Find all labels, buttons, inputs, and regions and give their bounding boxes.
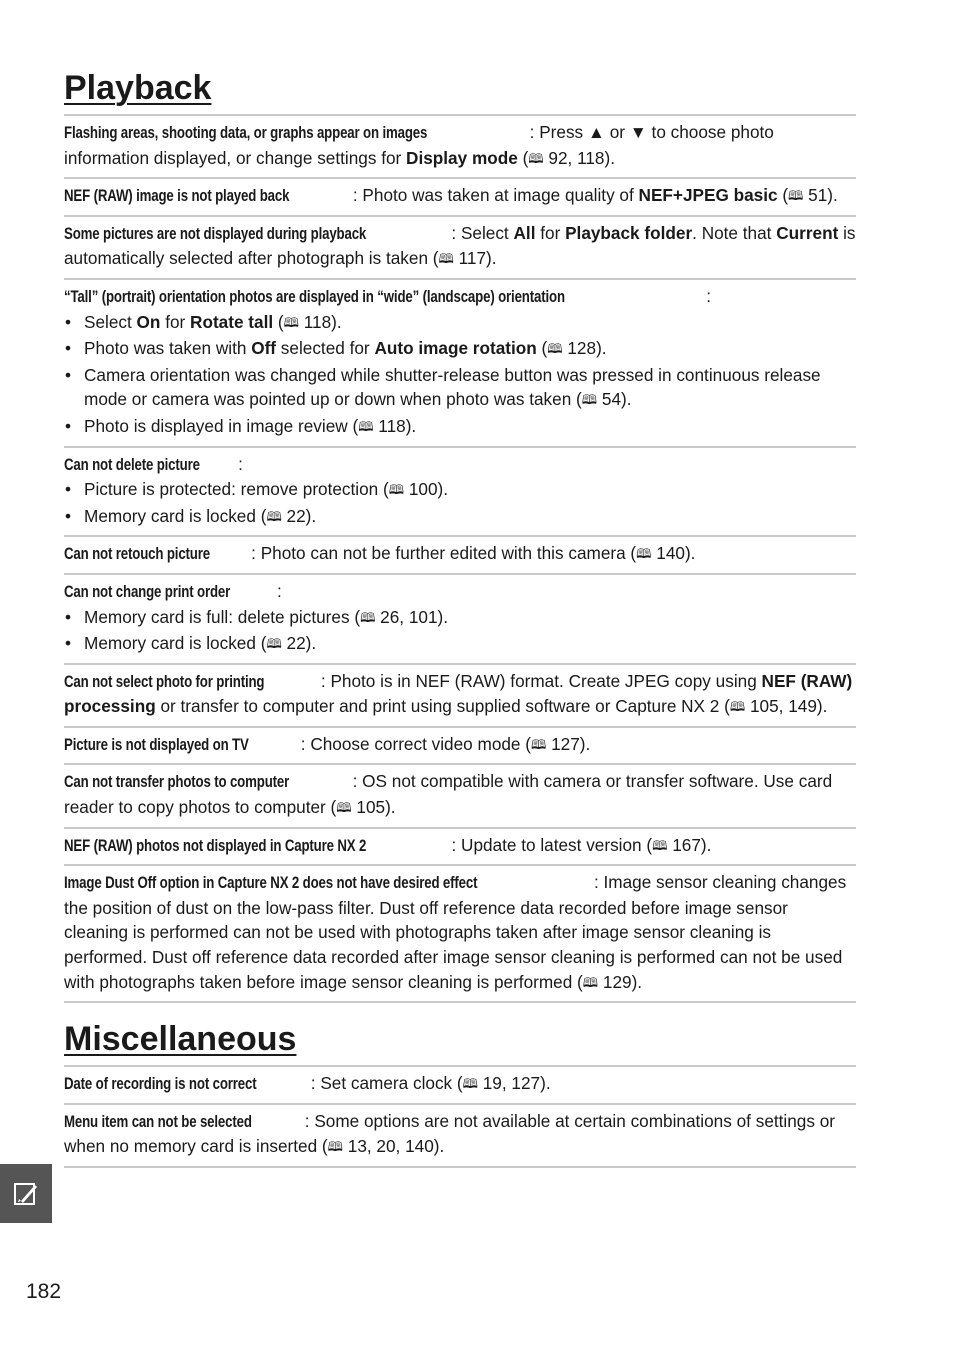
chapter-tab [0, 1164, 52, 1223]
entry-nef-capture-nx: NEF (RAW) photos not displayed in Capture NX 2 : Update to latest version (🕮 167). [64, 829, 856, 867]
entry-cannot-change-print-order: Can not change print order : • Memory card is full: delete pictures (🕮 26, 101). • Memory card is locked (🕮 22). [64, 575, 856, 665]
entry-cannot-select-printing: Can not select photo for printing : Photo is in NEF (RAW) format. Create JPEG copy using NEF (RAW) processing or transfer to computer and print using supplied software or Capture NX 2 (🕮 105, 149). [64, 665, 856, 728]
book-icon: 🕮 [327, 1140, 343, 1156]
book-icon: 🕮 [283, 315, 299, 331]
entry-cannot-transfer: Can not transfer photos to computer : OS not compatible with camera or transfer software. Use card reader to copy photos to computer (🕮 105). [64, 765, 856, 828]
entry-not-displayed-tv: Picture is not displayed on TV : Choose correct video mode (🕮 127). [64, 728, 856, 766]
entry-label: NEF (RAW) image is not played back [64, 186, 290, 206]
list-item: • Memory card is locked (🕮 22). [64, 504, 856, 531]
book-icon: 🕮 [582, 975, 599, 991]
entry-label: Image Dust Off option in Capture NX 2 does not have desired effect [64, 873, 478, 893]
section-title-miscellaneous: Miscellaneous [64, 1020, 297, 1059]
entry-label: Picture is not displayed on TV [64, 734, 249, 754]
book-icon: 🕮 [581, 393, 598, 409]
book-icon: 🕮 [438, 252, 454, 268]
book-icon: 🕮 [528, 151, 544, 167]
entry-cannot-delete: Can not delete picture : • Picture is protected: remove protection (🕮 100). • Memory card is locked (🕮 22). [64, 448, 856, 538]
list-item: • Camera orientation was changed while shutter-release button was pressed in continuous release mode or camera was pointed up or down when photo was taken (🕮 54). [64, 363, 856, 414]
page-content [64, 66, 856, 1168]
entry-label: Menu item can not be selected [64, 1111, 252, 1131]
section-title-playback: Playback [64, 69, 212, 107]
list-item: • Photo was taken with Off selected for Auto image rotation (🕮 128). [64, 336, 856, 363]
bullet-list [64, 477, 856, 530]
bullet-list [64, 605, 856, 658]
list-item: • Memory card is full: delete pictures (🕮 26, 101). [64, 605, 856, 632]
note-icon [13, 1181, 39, 1207]
book-icon: 🕮 [462, 1077, 478, 1093]
entry-label: Some pictures are not displayed during playback [64, 223, 367, 243]
entry-label: “Tall” (portrait) orientation photos are displayed in “wide” (landscape) orientation [64, 286, 565, 306]
book-icon: 🕮 [729, 700, 746, 716]
book-icon: 🕮 [652, 838, 668, 854]
entry-cannot-retouch: Can not retouch picture : Photo can not be further edited with this camera (🕮 140). [64, 537, 856, 575]
entry-flashing-areas: Flashing areas, shooting data, or graphs appear on images : Press ▲ or ▼ to choose photo information displayed, or change settings for Display mode (🕮 92, 118). [64, 116, 856, 179]
book-icon: 🕮 [531, 737, 547, 753]
entry-date-recording: Date of recording is not correct : Set camera clock (🕮 19, 127). [64, 1067, 856, 1105]
list-item: • Memory card is locked (🕮 22). [64, 631, 856, 658]
entry-label: Can not retouch picture [64, 544, 210, 564]
list-item: • Picture is protected: remove protection (🕮 100). [64, 477, 856, 504]
book-icon: 🕮 [636, 547, 652, 563]
bullet-list [64, 310, 856, 441]
book-icon: 🕮 [360, 610, 376, 626]
list-item: • Photo is displayed in image review (🕮 118). [64, 414, 856, 441]
book-icon: 🕮 [336, 801, 352, 817]
entry-dust-off: Image Dust Off option in Capture NX 2 does not have desired effect : Image sensor cleaning changes the position of dust on the low-pass filter. Dust off reference data recorded before image sensor cleaning is performed can not be used with photographs taken after image sensor cleaning is performed. Dust off reference data recorded after image sensor cleaning is performed can not be used with photographs taken before image sensor cleaning is performed (🕮 129). [64, 866, 856, 1003]
book-icon: 🕮 [358, 419, 374, 435]
entry-some-pictures: Some pictures are not displayed during playback : Select All for Playback folder. Note that Current is automatically selected after photograph is taken (🕮 117). [64, 217, 856, 280]
entry-label: NEF (RAW) photos not displayed in Capture NX 2 [64, 835, 367, 855]
page-number: 182 [26, 1280, 62, 1303]
entry-label: Can not transfer photos to computer [64, 772, 290, 792]
book-icon: 🕮 [547, 342, 563, 358]
entry-label: Date of recording is not correct [64, 1074, 257, 1094]
entry-label: Can not select photo for printing [64, 671, 265, 691]
list-item: • Select On for Rotate tall (🕮 118). [64, 310, 856, 337]
entry-label: Can not delete picture [64, 454, 200, 474]
entry-label: Flashing areas, shooting data, or graphs appear on images [64, 123, 428, 142]
entry-tall-orientation: “Tall” (portrait) orientation photos are displayed in “wide” (landscape) orientation : • Select On for Rotate tall (🕮 118). • Photo was taken with Off selected for Auto image rotation (🕮 128). • Camera orientation was changed while shutter-release button was pressed in continuous release mode or camera was pointed up or down when photo was taken (🕮 54). • Photo is displayed in image review (🕮 118). [64, 280, 856, 448]
entry-label: Can not change print order [64, 581, 231, 601]
entry-menu-item: Menu item can not be selected : Some options are not available at certain combinations of settings or when no memory card is inserted (🕮 13, 20, 140). [64, 1105, 856, 1168]
book-icon: 🕮 [388, 483, 405, 499]
entry-nef-not-played: NEF (RAW) image is not played back : Photo was taken at image quality of NEF+JPEG basic (🕮 51). [64, 179, 856, 217]
book-icon: 🕮 [266, 637, 282, 653]
book-icon: 🕮 [788, 189, 804, 205]
book-icon: 🕮 [266, 509, 282, 525]
